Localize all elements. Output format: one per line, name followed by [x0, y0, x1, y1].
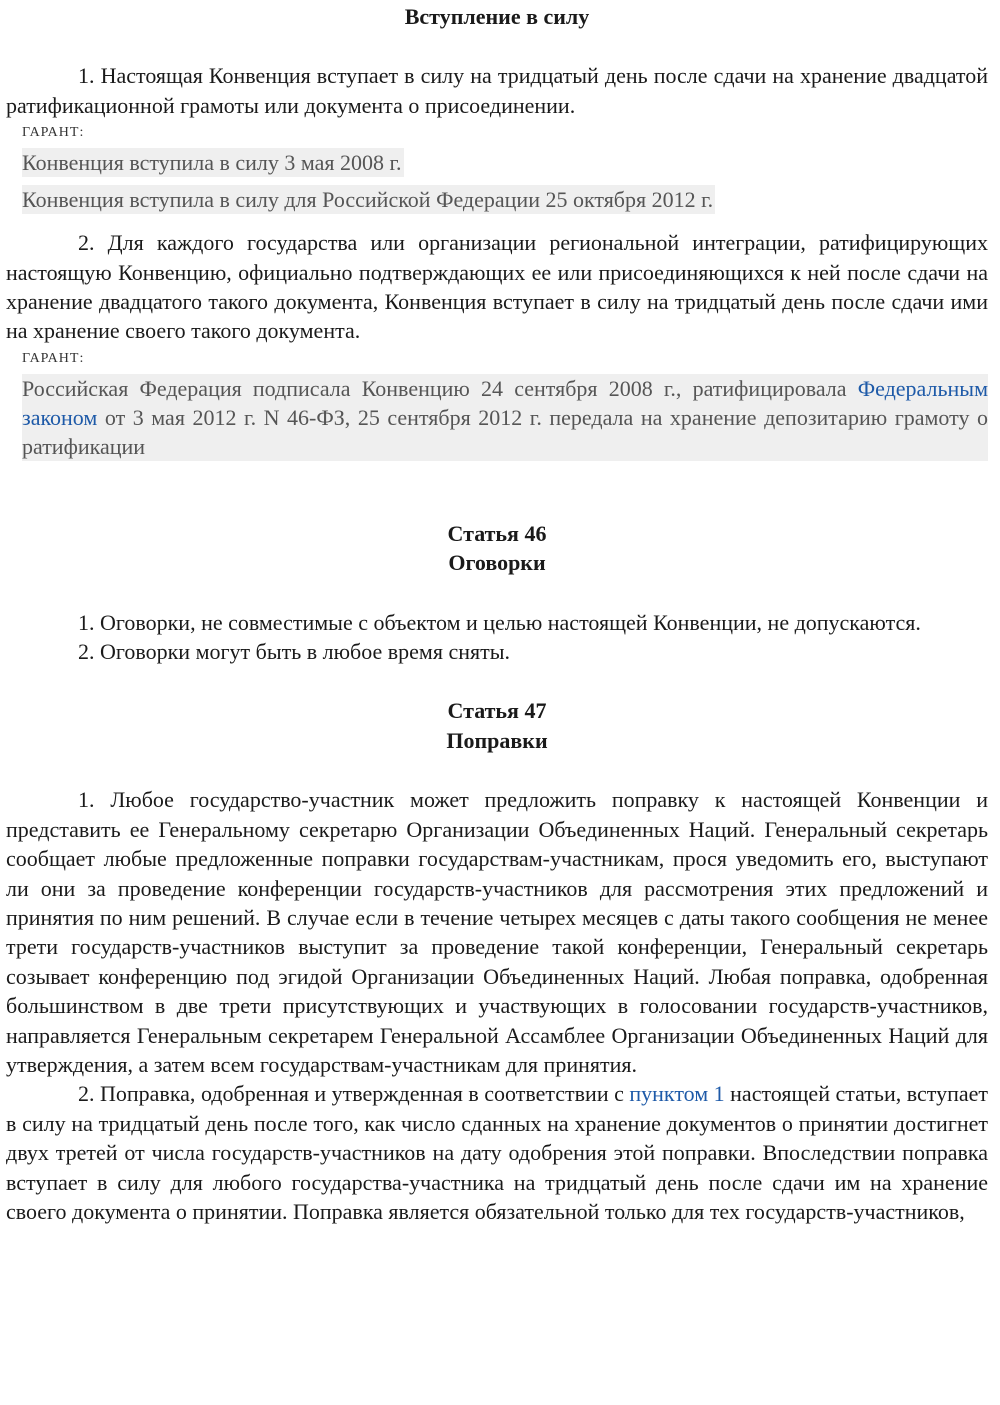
paragraph: 2. Оговорки могут быть в любое время сняты.: [78, 639, 511, 665]
section-title: Вступление в силу: [404, 4, 590, 29]
article-number: Статья 47: [447, 698, 547, 724]
garant-comment: [6, 346, 988, 461]
garant-label: ГАРАНТ:: [22, 350, 85, 366]
article-number: Статья 46: [447, 520, 547, 546]
garant-note: Конвенция вступила в силу 3 мая 2008 г.: [22, 150, 402, 176]
article-title: Оговорки: [448, 550, 546, 576]
federal-law-link[interactable]: Федеральным законом: [22, 375, 988, 430]
garant-note: Российская Федерация подписала Конвенцию 24 сентября 2008 г., ратифицировала Федеральным законом от 3 мая 2012 г. N 46-ФЗ, 25 сентября 2012 г. передала на хранение депозитарию грамоту о ратификации: [22, 375, 988, 459]
garant-note: Конвенция вступила в силу для Российской Федерации 25 октября 2012 г.: [22, 187, 714, 213]
paragraph: 2. Для каждого государства или организации региональной интеграции, ратифицирующих настоящую Конвенцию, официально подтверждающих ее или присоединяющихся к ней после сдачи на хранение двадцатого такого документа, Конвенция вступает в силу на тридцатый день после сдачи ими на хранение своего такого документа.: [6, 230, 988, 344]
clause-1-link[interactable]: пунктом 1: [629, 1081, 725, 1107]
paragraph: 2. Поправка, одобренная и утвержденная в соответствии с пунктом 1 настоящей статьи, вступает в силу на тридцатый день после того, как число сданных на хранение документов о принятии достигнет двух третей от числа государств-участников на дату одобрения этой поправки. Впоследствии поправка вступает в силу для любого государства-участника на тридцатый день после сдачи им на хранение своего документа о принятии. Поправка является обязательной только для тех государств-участников,: [6, 1081, 988, 1224]
garant-label: ГАРАНТ:: [22, 125, 85, 141]
paragraph: 1. Настоящая Конвенция вступает в силу на тридцатый день после сдачи на хранение двадцатой ратификационной грамоты или документа о присоединении.: [6, 63, 988, 118]
paragraph: 1. Оговорки, не совместимые с объектом и целью настоящей Конвенции, не допускаются.: [78, 609, 921, 635]
garant-comment: [6, 120, 988, 220]
article-title: Поправки: [446, 727, 548, 753]
paragraph: 1. Любое государство-участник может предложить поправку к настоящей Конвенции и представить ее Генеральному секретарю Организации Объединенных Наций. Генеральный секретарь сообщает любые предложенные поправки государствам-участникам, прося уведомить его, выступают ли они за проведение конференции государств-участников для рассмотрения этих предложений и принятия по ним решений. В случае если в течение четырех месяцев с даты такого сообщения не менее трети государств-участников выступит за проведение такой конференции, Генеральный секретарь созывает конференцию под эгидой Организации Объединенных Наций. Любая поправка, одобренная большинством в две трети присутствующих и участвующих в голосовании государств-участников, направляется Генеральным секретарем Генеральной Ассамблее Организации Объединенных Наций для утверждения, а затем всем государствам-участникам для принятия.: [6, 787, 988, 1077]
